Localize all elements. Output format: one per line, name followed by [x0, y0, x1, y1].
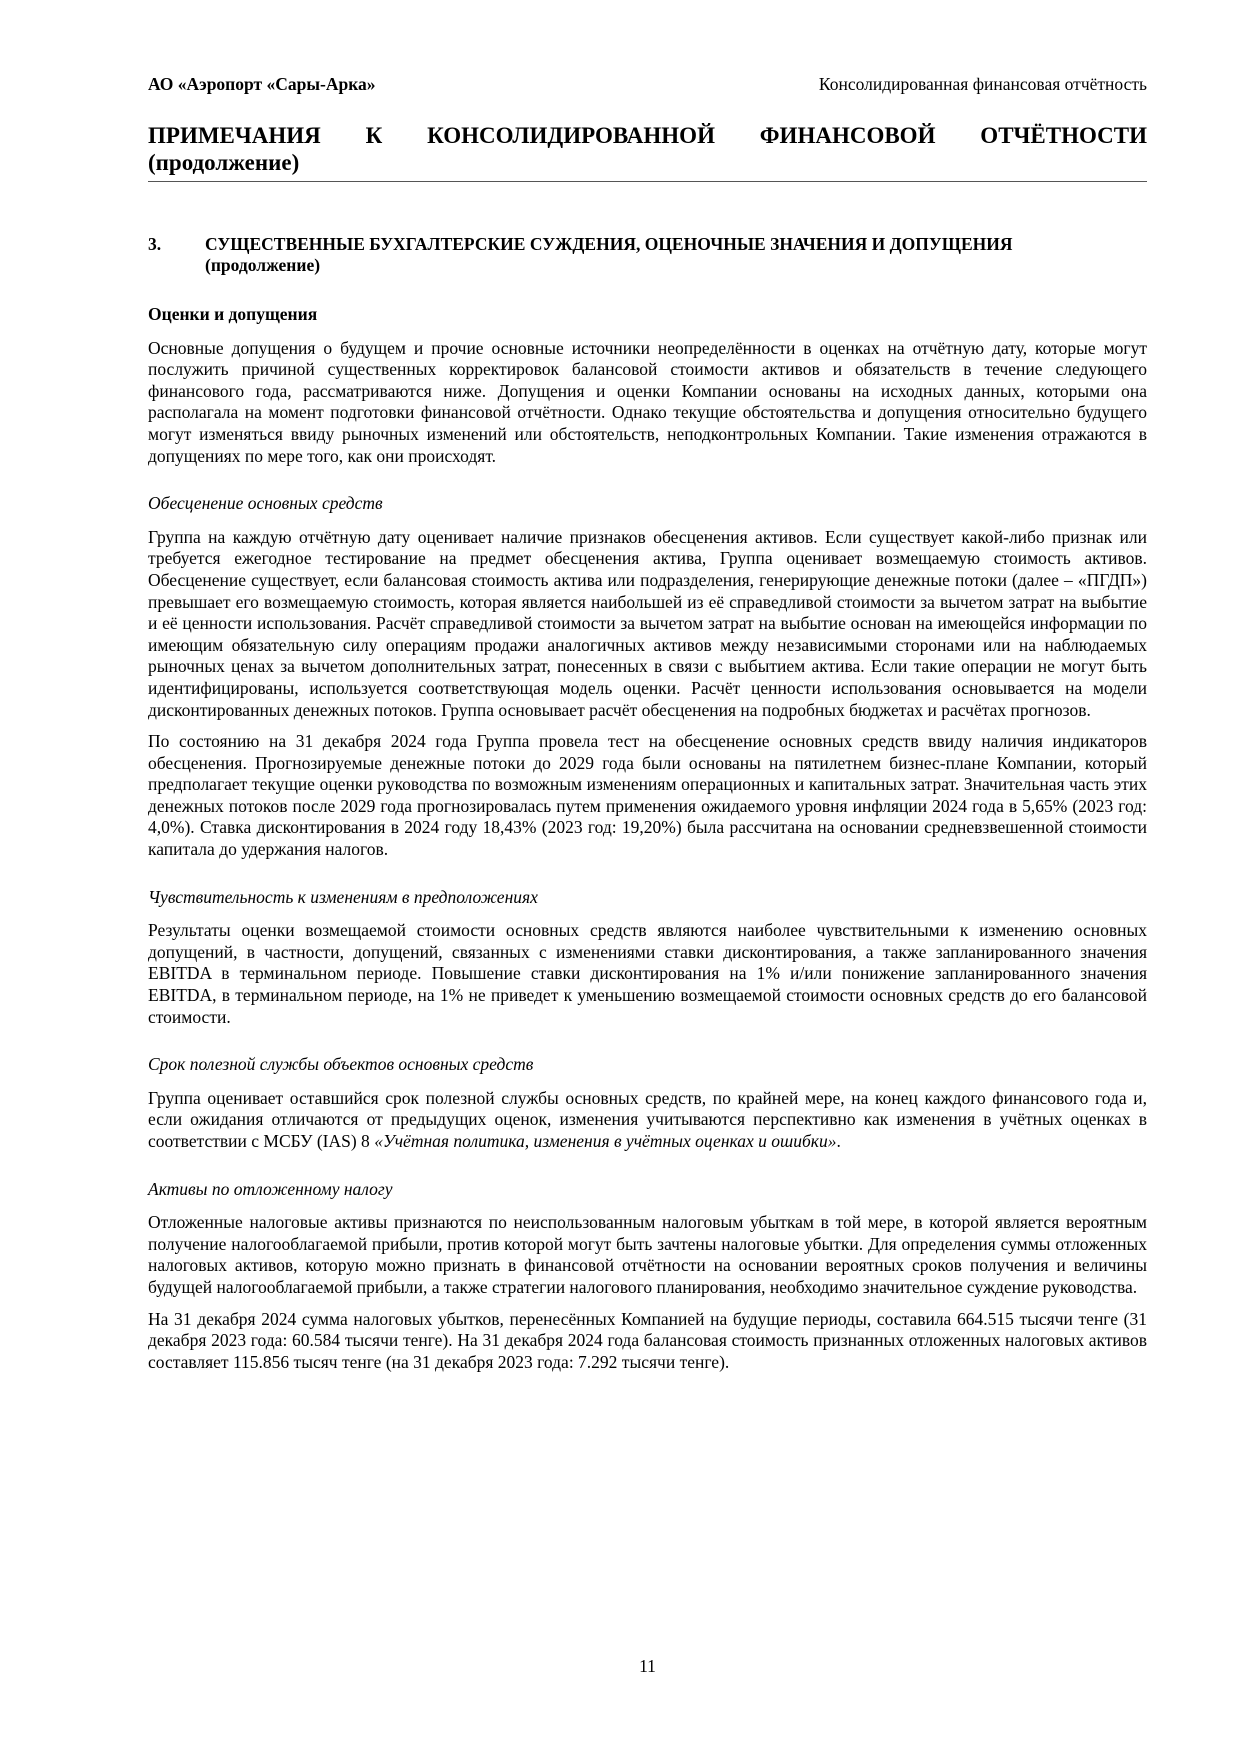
page-title-line1: ПРИМЕЧАНИЯ К КОНСОЛИДИРОВАННОЙ ФИНАНСОВОЙ ОТЧЁТНОСТИ: [148, 123, 1147, 148]
ias8-title: «Учётная политика, изменения в учётных оценках и ошибки»: [374, 1131, 837, 1151]
useful-life-end: .: [836, 1131, 841, 1151]
section-title-line2: (продолжение): [205, 255, 321, 275]
document-type: Консолидированная финансовая отчётность: [818, 74, 1147, 94]
useful-life-heading: Срок полезной службы объектов основных средств: [148, 1054, 534, 1075]
page-title: [148, 122, 1147, 176]
page-number: 11: [639, 1656, 656, 1676]
impairment-paragraph-2: По состоянию на 31 декабря 2024 года Группа провела тест на обесценение основных средств ввиду наличия индикаторов обесценения. Прогнозируемые денежные потоки до 2029 года были основаны на пятилетнем бизнес-плане Компании, который предполагает текущие оценки руководства по возможным изменениям операционных и капитальных затрат. Значительная часть этих денежных потоков после 2029 года прогнозировалась путем применения ожидаемого уровня инфляции 2024 года в 5,65% (2023 год: 4,0%). Ставка дисконтирования в 2024 году 18,43% (2023 год: 19,20%) была рассчитана на основании средневзвешенной стоимости капитала до удержания налогов.: [148, 731, 1147, 860]
impairment-heading: Обесценение основных средств: [148, 493, 383, 514]
estimates-heading: Оценки и допущения: [148, 304, 318, 324]
deferred-tax-heading: Активы по отложенному налогу: [148, 1178, 393, 1199]
useful-life-text: Группа оценивает оставшийся срок полезной службы основных средств, по крайней мере, на конец каждого финансового года и, если ожидания отличаются от предыдущих оценок, изменения учитываются перспективно как изменения в учётных оценках в соответствии с МСБУ (IAS) 8: [148, 1087, 1147, 1151]
section-number: 3.: [148, 234, 162, 254]
company-name: АО «Аэропорт «Сары-Арка»: [148, 74, 376, 94]
section-title-line1: СУЩЕСТВЕННЫЕ БУХГАЛТЕРСКИЕ СУЖДЕНИЯ, ОЦЕНОЧНЫЕ ЗНАЧЕНИЯ И ДОПУЩЕНИЯ: [205, 234, 1013, 254]
sensitivity-paragraph: Результаты оценки возмещаемой стоимости основных средств являются наиболее чувствительными к изменению основных допущений, в частности, допущений, связанных с изменениями ставки дисконтирования, а также запланированного значения EBITDA в терминальном периоде. Повышение ставки дисконтирования на 1% и/или понижение запланированного значения EBITDA, в терминальном периоде, на 1% не приведет к уменьшению возмещаемой стоимости основных средств до его балансовой стоимости.: [148, 920, 1147, 1027]
title-divider: [148, 181, 1147, 182]
estimates-paragraph: Основные допущения о будущем и прочие основные источники неопределённости в оценках на отчётную дату, которые могут послужить причиной существенных корректировок балансовой стоимости активов и обязательств в течение следующего финансового года, рассматриваются ниже. Допущения и оценки Компании основаны на исходных данных, которыми она располагала на момент подготовки финансовой отчётности. Однако текущие обстоятельства и допущения относительно будущего могут изменяться ввиду рыночных изменений или обстоятельств, неподконтрольных Компании. Такие изменения отражаются в допущениях по мере того, как они происходят.: [148, 337, 1147, 466]
impairment-paragraph-1: Группа на каждую отчётную дату оценивает наличие признаков обесценения активов. Если существует какой-либо признак или требуется ежегодное тестирование на предмет обесценения актива, Группа оценивает возмещаемую стоимость активов. Обесценение существует, если балансовая стоимость актива или подразделения, генерирующие денежные потоки (далее – «ПГДП») превышает его возмещаемую стоимость, которая является наибольшей из её справедливой стоимости за вычетом затрат на выбытие и её ценности использования. Расчёт справедливой стоимости за вычетом затрат на выбытие основан на имеющейся информации по имеющим обязательную силу операциям продажи аналогичных активов между независимыми сторонами или на наблюдаемых рыночных ценах за вычетом дополнительных затрат, понесенных в связи с выбытием актива. Если такие операции не могут быть идентифицированы, используется соответствующая модель оценки. Расчёт ценности использования основывается на модели дисконтированных денежных потоков. Группа основывает расчёт обесценения на подробных бюджетах и расчётах прогнозов.: [148, 526, 1147, 720]
section-heading: [148, 234, 1147, 276]
page-title-line2: (продолжение): [148, 150, 300, 175]
running-header: [148, 74, 1147, 98]
page-body: [148, 304, 1147, 1383]
deferred-tax-paragraph-2: На 31 декабря 2024 сумма налоговых убытков, перенесённых Компанией на будущие периоды, составила 664.515 тысячи тенге (31 декабря 2023 года: 60.584 тысячи тенге). На 31 декабря 2024 года балансовая стоимость признанных отложенных налоговых активов составляет 115.856 тысяч тенге (на 31 декабря 2023 года: 7.292 тысячи тенге).: [148, 1308, 1147, 1372]
deferred-tax-paragraph-1: Отложенные налоговые активы признаются по неиспользованным налоговым убыткам в той мере, в которой является вероятным получение налогооблагаемой прибыли, против которой могут быть зачтены налоговые убытки. Для определения суммы отложенных налоговых активов, которую можно признать в финансовой отчётности на основании вероятных сроков получения и величины будущей налогооблагаемой прибыли, а также стратегии налогового планирования, необходимо значительное суждение руководства.: [148, 1212, 1147, 1297]
sensitivity-heading: Чувствительность к изменениям в предположениях: [148, 886, 538, 907]
useful-life-paragraph: [148, 1088, 1147, 1153]
